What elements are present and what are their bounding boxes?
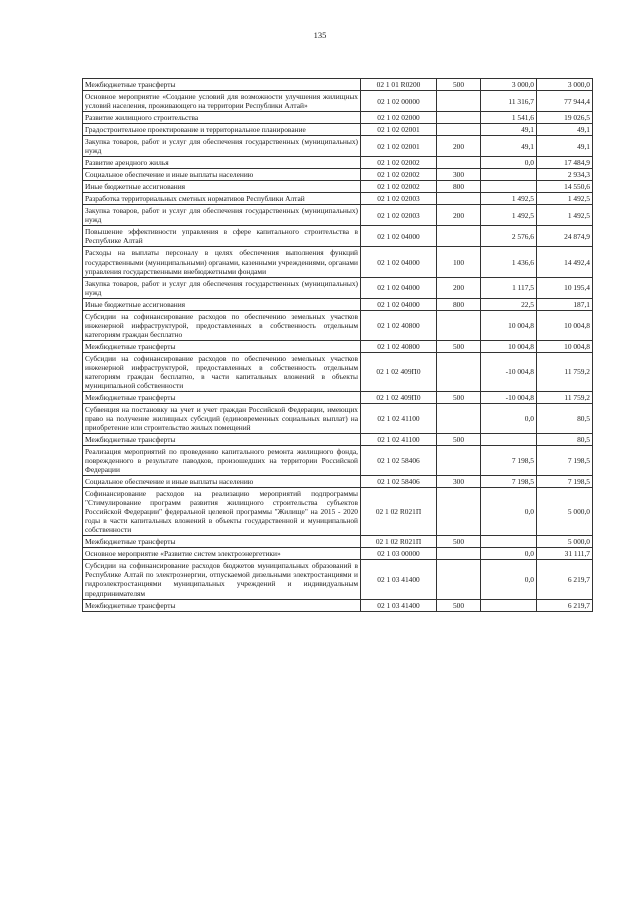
row-expense-type-cell — [437, 193, 481, 205]
budget-table-body — [83, 79, 593, 612]
table-row — [83, 536, 593, 548]
table-row — [83, 169, 593, 181]
table-row — [83, 391, 593, 403]
row-code-cell: 02 1 02 04000 — [361, 247, 437, 277]
table-row — [83, 91, 593, 112]
row-code-cell: 02 1 02 04000 — [361, 226, 437, 247]
row-amount-change-cell: 0,0 — [481, 548, 537, 560]
row-expense-type-cell — [437, 352, 481, 391]
row-code-cell: 02 1 02 58406 — [361, 476, 437, 488]
row-amount-change-cell: 1 541,6 — [481, 112, 537, 124]
row-amount-change-cell: 1 492,5 — [481, 193, 537, 205]
table-row — [83, 226, 593, 247]
row-amount-total-cell: 24 874,9 — [537, 226, 593, 247]
table-row — [83, 476, 593, 488]
row-amount-change-cell: 1 436,6 — [481, 247, 537, 277]
row-expense-type-cell — [437, 560, 481, 599]
row-code-cell: 02 1 02 02001 — [361, 124, 437, 136]
row-name-cell: Реализация мероприятий по проведению капитального ремонта жилищного фонда, поврежденного в результате паводков, произошедших на территории Российской Федерации — [83, 446, 361, 476]
row-amount-total-cell: 5 000,0 — [537, 536, 593, 548]
table-row — [83, 352, 593, 391]
row-code-cell: 02 1 03 41400 — [361, 560, 437, 599]
row-code-cell: 02 1 02 41100 — [361, 403, 437, 433]
row-amount-change-cell: -10 004,8 — [481, 352, 537, 391]
row-amount-total-cell: 49,1 — [537, 124, 593, 136]
row-amount-total-cell: 11 759,2 — [537, 391, 593, 403]
row-amount-change-cell: 10 004,8 — [481, 340, 537, 352]
row-expense-type-cell: 200 — [437, 277, 481, 298]
row-name-cell: Субсидии на софинансирование расходов по обеспечению земельных участков инженерной инфраструктурой, предоставленных в собственность отдельным категориям граждан бесплатно, в части капитальных вложений в объекты муниципальной собственности — [83, 352, 361, 391]
row-amount-change-cell — [481, 169, 537, 181]
budget-table — [82, 78, 593, 612]
row-amount-total-cell: 7 198,5 — [537, 476, 593, 488]
row-amount-total-cell: 7 198,5 — [537, 446, 593, 476]
row-name-cell: Межбюджетные трансферты — [83, 391, 361, 403]
row-name-cell: Основное мероприятие «Развитие систем электроэнергетики» — [83, 548, 361, 560]
row-amount-change-cell: 49,1 — [481, 124, 537, 136]
row-code-cell: 02 1 02 58406 — [361, 446, 437, 476]
table-row — [83, 181, 593, 193]
row-expense-type-cell: 500 — [437, 340, 481, 352]
row-name-cell: Межбюджетные трансферты — [83, 536, 361, 548]
row-expense-type-cell: 200 — [437, 205, 481, 226]
row-expense-type-cell: 100 — [437, 247, 481, 277]
row-amount-total-cell: 1 492,5 — [537, 205, 593, 226]
table-row — [83, 157, 593, 169]
row-name-cell: Повышение эффективности управления в сфере капитального строительства в Республике Алтай — [83, 226, 361, 247]
table-row — [83, 488, 593, 536]
row-name-cell: Закупка товаров, работ и услуг для обеспечения государственных (муниципальных) нужд — [83, 277, 361, 298]
row-amount-total-cell: 14 550,6 — [537, 181, 593, 193]
row-code-cell: 02 1 02 R021П — [361, 488, 437, 536]
row-amount-change-cell: 2 576,6 — [481, 226, 537, 247]
row-code-cell: 02 1 02 02002 — [361, 181, 437, 193]
row-name-cell: Социальное обеспечение и иные выплаты населению — [83, 476, 361, 488]
row-code-cell: 02 1 02 409П0 — [361, 352, 437, 391]
row-amount-total-cell: 187,1 — [537, 298, 593, 310]
row-expense-type-cell: 800 — [437, 298, 481, 310]
table-row — [83, 247, 593, 277]
row-code-cell: 02 1 01 R0200 — [361, 79, 437, 91]
row-name-cell: Закупка товаров, работ и услуг для обеспечения государственных (муниципальных) нужд — [83, 136, 361, 157]
row-code-cell: 02 1 02 R021П — [361, 536, 437, 548]
row-code-cell: 02 1 02 02001 — [361, 136, 437, 157]
row-expense-type-cell: 300 — [437, 169, 481, 181]
row-amount-change-cell: 0,0 — [481, 560, 537, 599]
row-code-cell: 02 1 02 40800 — [361, 310, 437, 340]
row-expense-type-cell: 300 — [437, 476, 481, 488]
row-name-cell: Межбюджетные трансферты — [83, 340, 361, 352]
row-expense-type-cell — [437, 112, 481, 124]
row-amount-change-cell: 11 316,7 — [481, 91, 537, 112]
row-name-cell: Субвенция на постановку на учет и учет граждан Российской Федерации, имеющих право на получение жилищных субсидий (единовременных социальных выплат) на приобретение или строительство жилых помещений — [83, 403, 361, 433]
row-code-cell: 02 1 03 00000 — [361, 548, 437, 560]
row-amount-change-cell: 1 117,5 — [481, 277, 537, 298]
row-amount-total-cell: 49,1 — [537, 136, 593, 157]
row-amount-total-cell: 6 219,7 — [537, 560, 593, 599]
row-name-cell: Межбюджетные трансферты — [83, 434, 361, 446]
row-name-cell: Развитие арендного жилья — [83, 157, 361, 169]
row-expense-type-cell: 200 — [437, 136, 481, 157]
row-amount-total-cell: 80,5 — [537, 434, 593, 446]
table-row — [83, 79, 593, 91]
row-amount-change-cell: 7 198,5 — [481, 446, 537, 476]
row-amount-change-cell — [481, 599, 537, 611]
row-amount-change-cell — [481, 434, 537, 446]
row-name-cell: Субсидии на софинансирование расходов бюджетов муниципальных образований в Республике Алтай по электроэнергии, отпускаемой дизельными электростанциями и гидроэлектростанциями муниципальных учреждений и индивидуальным предпринимателям — [83, 560, 361, 599]
row-name-cell: Субсидии на софинансирование расходов по обеспечению земельных участков инженерной инфраструктурой, предоставленных в собственность отдельным категориям граждан бесплатно — [83, 310, 361, 340]
row-amount-change-cell: 0,0 — [481, 157, 537, 169]
row-expense-type-cell — [437, 403, 481, 433]
row-name-cell: Основное мероприятие «Создание условий для возможности улучшения жилищных условий населения, проживающего на территории Республики Алтай» — [83, 91, 361, 112]
row-name-cell: Разработка территориальных сметных нормативов Республики Алтай — [83, 193, 361, 205]
table-row — [83, 548, 593, 560]
table-row — [83, 446, 593, 476]
row-expense-type-cell — [437, 226, 481, 247]
row-amount-total-cell: 10 195,4 — [537, 277, 593, 298]
row-code-cell: 02 1 02 04000 — [361, 277, 437, 298]
table-row — [83, 310, 593, 340]
row-code-cell: 02 1 02 02003 — [361, 205, 437, 226]
row-code-cell: 02 1 02 02002 — [361, 169, 437, 181]
row-amount-total-cell: 80,5 — [537, 403, 593, 433]
row-amount-total-cell: 5 000,0 — [537, 488, 593, 536]
row-name-cell: Межбюджетные трансферты — [83, 79, 361, 91]
row-amount-change-cell: -10 004,8 — [481, 391, 537, 403]
row-amount-change-cell: 49,1 — [481, 136, 537, 157]
table-row — [83, 340, 593, 352]
row-expense-type-cell: 800 — [437, 181, 481, 193]
row-amount-change-cell: 3 000,0 — [481, 79, 537, 91]
row-amount-change-cell: 10 004,8 — [481, 310, 537, 340]
row-amount-total-cell: 14 492,4 — [537, 247, 593, 277]
row-name-cell: Софинансирование расходов на реализацию мероприятий подпрограммы "Стимулирование программ развития жилищного строительства субъектов Российской Федерации" федеральной целевой программы "Жилище" на 2015 - 2020 годы в части капитальных вложений в объекты государственной и муниципальной собственности — [83, 488, 361, 536]
row-amount-total-cell: 1 492,5 — [537, 193, 593, 205]
row-code-cell: 02 1 02 41100 — [361, 434, 437, 446]
row-amount-total-cell: 3 000,0 — [537, 79, 593, 91]
row-amount-change-cell: 7 198,5 — [481, 476, 537, 488]
row-expense-type-cell — [437, 91, 481, 112]
row-amount-change-cell: 22,5 — [481, 298, 537, 310]
table-row — [83, 112, 593, 124]
row-expense-type-cell — [437, 548, 481, 560]
row-name-cell: Расходы на выплаты персоналу в целях обеспечения выполнения функций государственными (муниципальными) органами, казенными учреждениями, органами управления государственными внебюджетными фондами — [83, 247, 361, 277]
row-expense-type-cell — [437, 446, 481, 476]
page-number: 135 — [313, 30, 327, 40]
row-amount-change-cell — [481, 536, 537, 548]
row-name-cell: Градостроительное проектирование и территориальное планирование — [83, 124, 361, 136]
row-code-cell: 02 1 02 00000 — [361, 91, 437, 112]
row-code-cell: 02 1 02 409П0 — [361, 391, 437, 403]
row-amount-change-cell: 0,0 — [481, 403, 537, 433]
row-name-cell: Развитие жилищного строительства — [83, 112, 361, 124]
row-name-cell: Закупка товаров, работ и услуг для обеспечения государственных (муниципальных) нужд — [83, 205, 361, 226]
row-name-cell: Социальное обеспечение и иные выплаты населению — [83, 169, 361, 181]
table-row — [83, 124, 593, 136]
row-code-cell: 02 1 02 40800 — [361, 340, 437, 352]
row-name-cell: Иные бюджетные ассигнования — [83, 181, 361, 193]
table-row — [83, 193, 593, 205]
row-code-cell: 02 1 02 04000 — [361, 298, 437, 310]
row-amount-total-cell: 17 484,9 — [537, 157, 593, 169]
table-row — [83, 205, 593, 226]
table-row — [83, 560, 593, 599]
table-row — [83, 403, 593, 433]
row-name-cell: Межбюджетные трансферты — [83, 599, 361, 611]
row-expense-type-cell: 500 — [437, 79, 481, 91]
row-name-cell: Иные бюджетные ассигнования — [83, 298, 361, 310]
row-expense-type-cell: 500 — [437, 599, 481, 611]
row-amount-total-cell: 10 004,8 — [537, 310, 593, 340]
row-amount-total-cell: 19 026,5 — [537, 112, 593, 124]
row-amount-change-cell: 0,0 — [481, 488, 537, 536]
table-row — [83, 599, 593, 611]
row-expense-type-cell — [437, 157, 481, 169]
row-expense-type-cell: 500 — [437, 434, 481, 446]
table-row — [83, 277, 593, 298]
row-expense-type-cell: 500 — [437, 536, 481, 548]
row-expense-type-cell — [437, 310, 481, 340]
table-row — [83, 136, 593, 157]
row-expense-type-cell — [437, 124, 481, 136]
row-expense-type-cell: 500 — [437, 391, 481, 403]
row-code-cell: 02 1 03 41400 — [361, 599, 437, 611]
row-amount-total-cell: 11 759,2 — [537, 352, 593, 391]
row-amount-total-cell: 31 111,7 — [537, 548, 593, 560]
row-amount-change-cell — [481, 181, 537, 193]
row-code-cell: 02 1 02 02000 — [361, 112, 437, 124]
row-expense-type-cell — [437, 488, 481, 536]
table-row — [83, 298, 593, 310]
row-code-cell: 02 1 02 02002 — [361, 157, 437, 169]
row-amount-total-cell: 10 004,8 — [537, 340, 593, 352]
row-amount-total-cell: 6 219,7 — [537, 599, 593, 611]
row-amount-total-cell: 77 944,4 — [537, 91, 593, 112]
table-row — [83, 434, 593, 446]
row-amount-total-cell: 2 934,3 — [537, 169, 593, 181]
row-code-cell: 02 1 02 02003 — [361, 193, 437, 205]
row-amount-change-cell: 1 492,5 — [481, 205, 537, 226]
